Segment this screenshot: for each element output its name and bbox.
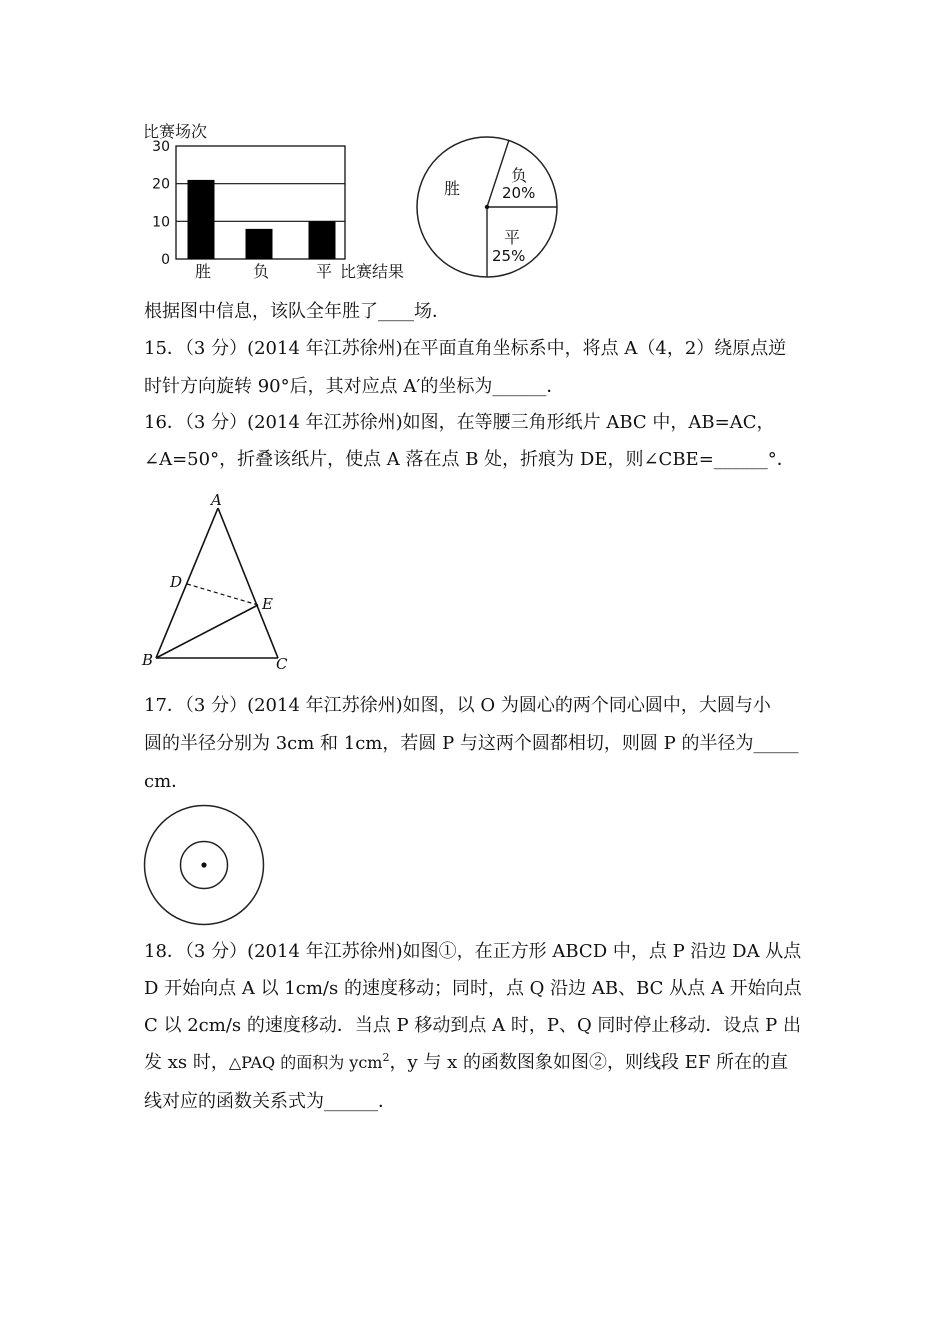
bar-chart-category-label: 平 — [315, 262, 333, 281]
bar-3 — [309, 221, 336, 259]
bar-chart — [140, 115, 420, 285]
q15-line2: 时针方向旋转 90°后，其对应点 A′的坐标为______． — [144, 376, 565, 397]
vertex-label-a: A — [211, 491, 222, 509]
bar-chart-category-label: 胜 — [194, 262, 212, 281]
q17-line1: 17．（3 分）(2014 年江苏徐州)如图，以 O 为圆心的两个同心圆中，大圆与小 — [144, 695, 771, 716]
bar-chart-xlabel: 比赛结果 — [340, 262, 405, 281]
bar-chart-ytick-label: 10 — [152, 214, 170, 231]
bar-chart-category-label: 负 — [252, 262, 270, 281]
q16-line1: 16．（3 分）(2014 年江苏徐州)如图，在等腰三角形纸片 ABC 中，AB=AC， — [144, 412, 775, 433]
q15-line1: 15．（3 分）(2014 年江苏徐州)在平面直角坐标系中，将点 A（4，2）绕原点逆 — [144, 338, 787, 359]
pie-label-win: 胜 — [444, 179, 461, 198]
bar-chart-ylabel: 比赛场次 — [143, 122, 208, 141]
side-ac — [218, 508, 278, 658]
q14-tail-text: 根据图中信息，该队全年胜了____场． — [144, 301, 450, 322]
vertex-label-b: B — [142, 651, 154, 669]
q18-line4-start: 发 xs 时， — [144, 1052, 229, 1073]
q18-line2: D 开始向点 A 以 1cm/s 的速度移动；同时，点 Q 沿边 AB、BC 从点 A 开始向点 — [144, 978, 802, 999]
vertex-label-e: E — [262, 595, 273, 613]
vertex-label-d: D — [170, 573, 183, 591]
q16-line2: ∠A=50°，折叠该纸片，使点 A 落在点 B 处，折痕为 DE，则∠CBE=______°． — [144, 449, 795, 470]
q18-line4-end: ，y 与 x 的函数图象如图②，则线段 EF 所在的直 — [389, 1052, 789, 1073]
q18-line4-area: △PAQ 的面积为 ycm — [228, 1053, 383, 1072]
vertex-label-c: C — [276, 655, 288, 673]
pie-chart — [410, 130, 566, 286]
concentric-circles-figure — [140, 803, 268, 929]
pie-pct-draw: 25% — [492, 247, 526, 265]
bar-chart-ytick-label: 30 — [152, 139, 170, 155]
q17-line3: cm． — [144, 771, 190, 792]
q18-line1: 18．（3 分）(2014 年江苏徐州)如图①，在正方形 ABCD 中，点 P 沿边 DA 从点 — [144, 941, 802, 962]
bar-1 — [188, 180, 215, 259]
q18-line4 — [144, 1051, 788, 1075]
q17-line2: 圆的半径分别为 3cm 和 1cm，若圆 P 与这两个圆都相切，则圆 P 的半径为_____ — [144, 733, 799, 754]
q18-superscript: 2 — [382, 1051, 390, 1064]
fold-line-de — [187, 584, 258, 605]
q18-line5: 线对应的函数关系式为______． — [144, 1091, 396, 1112]
segment-be — [156, 605, 258, 658]
pie-center-dot — [485, 205, 489, 209]
bar-chart-ytick-label: 0 — [161, 252, 170, 268]
q18-line3: C 以 2cm/s 的速度移动．当点 P 移动到点 A 时，P、Q 同时停止移动．设点 P 出 — [144, 1015, 801, 1036]
triangle-figure — [138, 488, 298, 676]
bar-chart-ytick-label: 20 — [152, 176, 170, 193]
bar-2 — [246, 229, 273, 259]
pie-pct-loss: 20% — [502, 184, 536, 202]
side-ab — [156, 508, 218, 658]
center-point-o — [201, 862, 206, 867]
pie-label-draw: 平 — [504, 228, 521, 247]
pie-label-loss: 负 — [511, 166, 528, 185]
